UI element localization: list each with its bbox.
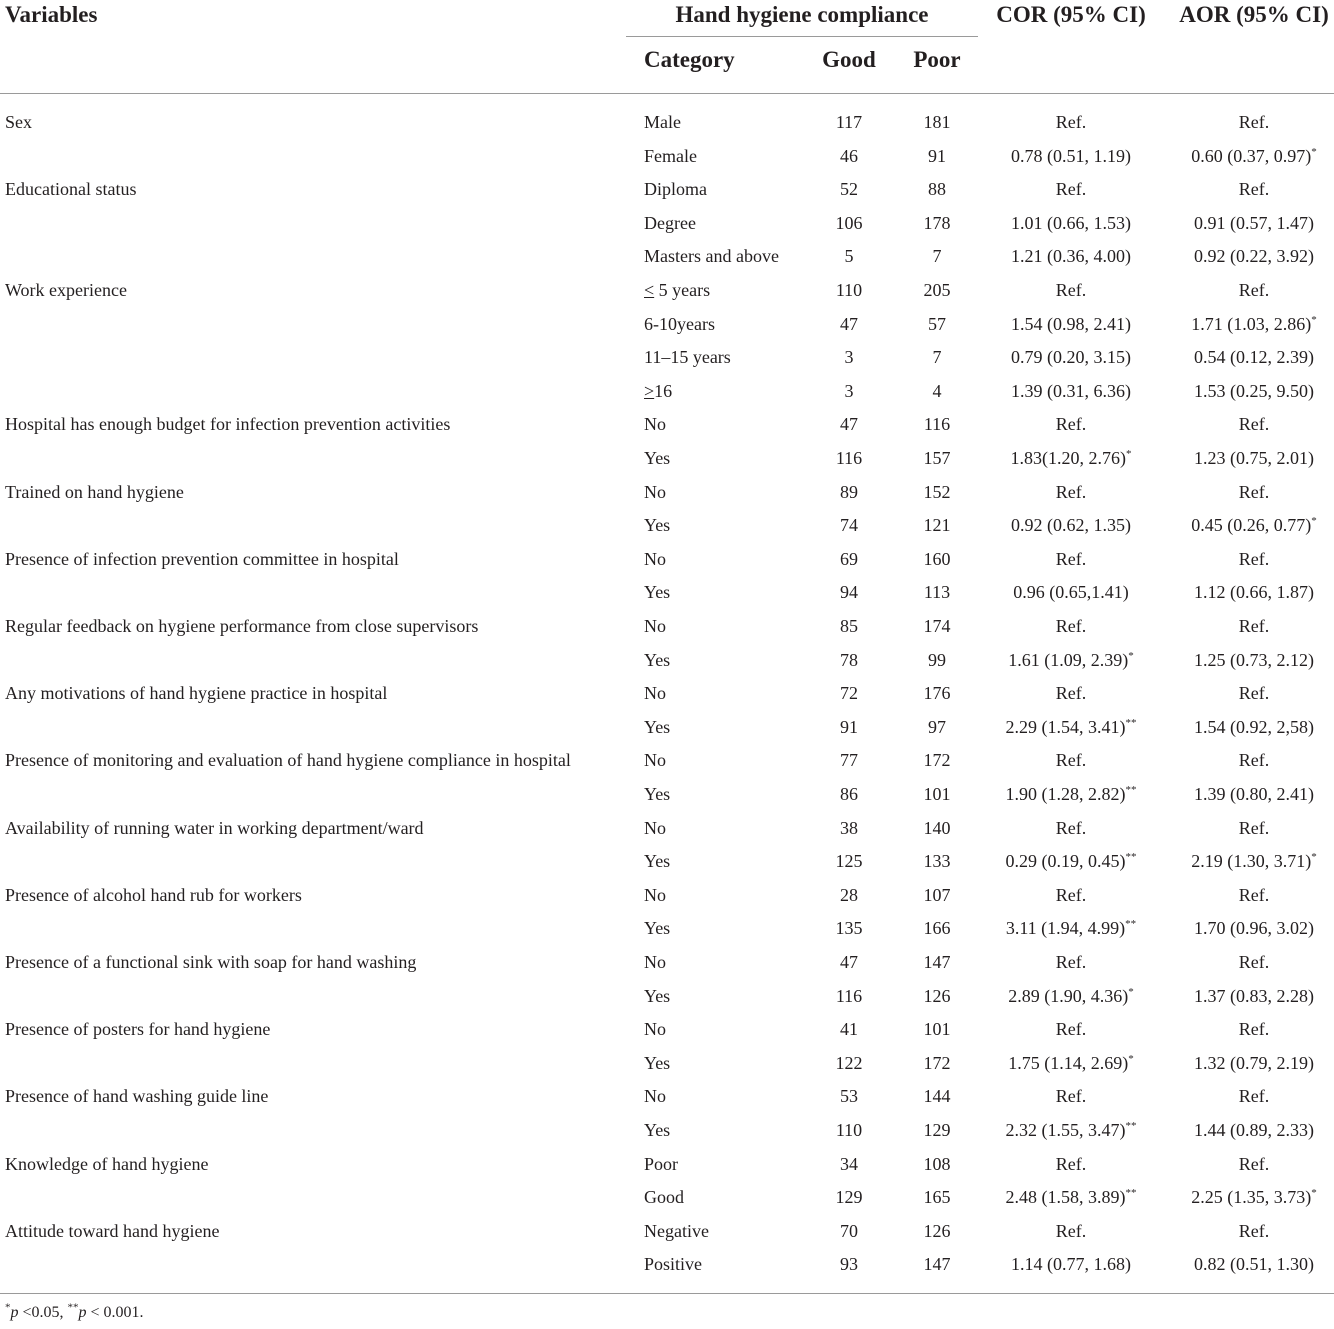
cell-cor: Ref.	[1055, 616, 1087, 636]
cell-category: Female	[644, 146, 697, 166]
cell-cor: 1.21 (0.36, 4.00)	[1011, 246, 1131, 266]
cell-good-count: 85	[840, 616, 858, 636]
cell-cor: 3.11 (1.94, 4.99)**	[1005, 918, 1137, 938]
cell-aor: 1.37 (0.83, 2.28)	[1194, 986, 1314, 1006]
cell-poor-count: 174	[923, 616, 951, 636]
cell-good-count: 129	[835, 1187, 863, 1207]
footnote-star-double: **	[67, 1301, 79, 1314]
cell-aor: 1.70 (0.96, 3.02)	[1194, 918, 1314, 938]
cell-category: Positive	[644, 1254, 703, 1274]
cell-variable: Work experience	[5, 280, 127, 300]
cell-cor: 2.89 (1.90, 4.36)*	[1008, 986, 1134, 1006]
cell-poor-count: 172	[923, 750, 951, 770]
footnote-star-single: *	[5, 1301, 11, 1314]
header-subrule	[626, 36, 978, 37]
cell-category: 11–15 years	[644, 347, 731, 367]
cell-good-count: 106	[835, 213, 863, 233]
cell-good-count: 72	[840, 683, 858, 703]
cell-category: Poor	[644, 1154, 679, 1174]
cell-good-count: 41	[840, 1019, 858, 1039]
cell-aor: 0.60 (0.37, 0.97)*	[1191, 146, 1317, 166]
cell-poor-count: 152	[923, 482, 951, 502]
cell-poor-count: 160	[923, 549, 951, 569]
cell-cor: Ref.	[1055, 112, 1087, 132]
cell-category: No	[644, 952, 666, 972]
cell-aor: Ref.	[1238, 1086, 1270, 1106]
cell-category: No	[644, 818, 666, 838]
cell-cor: 2.48 (1.58, 3.89)**	[1005, 1187, 1137, 1207]
cell-poor-count: 166	[923, 918, 951, 938]
cell-category: Yes	[644, 1120, 671, 1140]
cell-aor: 0.82 (0.51, 1.30)	[1194, 1254, 1314, 1274]
cell-poor-count: 176	[923, 683, 951, 703]
cell-cor: Ref.	[1055, 1019, 1087, 1039]
cell-aor: 0.45 (0.26, 0.77)*	[1191, 515, 1317, 535]
cell-category: Yes	[644, 448, 671, 468]
cell-category: No	[644, 750, 666, 770]
cell-variable: Presence of infection prevention committee in hospital	[5, 549, 399, 569]
cell-good-count: 86	[840, 784, 858, 804]
cell-aor: 1.25 (0.73, 2.12)	[1194, 650, 1314, 670]
cell-cor: 0.79 (0.20, 3.15)	[1011, 347, 1131, 367]
cell-category: No	[644, 885, 666, 905]
cell-cor: 0.92 (0.62, 1.35)	[1011, 515, 1131, 535]
cell-poor-count: 97	[928, 717, 946, 737]
cell-variable: Availability of running water in working department/ward	[5, 818, 424, 838]
cell-aor: 2.19 (1.30, 3.71)*	[1191, 851, 1317, 871]
cell-aor: Ref.	[1238, 112, 1270, 132]
cell-category: Yes	[644, 986, 671, 1006]
cell-good-count: 28	[840, 885, 858, 905]
cell-good-count: 47	[840, 414, 858, 434]
cell-poor-count: 165	[923, 1187, 951, 1207]
cell-variable: Presence of a functional sink with soap for hand washing	[5, 952, 417, 972]
cell-poor-count: 108	[923, 1154, 951, 1174]
cell-aor: Ref.	[1238, 1154, 1270, 1174]
cell-cor: 1.14 (0.77, 1.68)	[1011, 1254, 1131, 1274]
cell-poor-count: 126	[923, 1221, 951, 1241]
cell-poor-count: 140	[923, 818, 951, 838]
cell-aor: Ref.	[1238, 1221, 1270, 1241]
cell-category: Negative	[644, 1221, 709, 1241]
cell-good-count: 46	[840, 146, 858, 166]
cell-aor: 0.91 (0.57, 1.47)	[1194, 213, 1314, 233]
table-footnote	[5, 1303, 144, 1323]
cell-aor: 0.92 (0.22, 3.92)	[1194, 246, 1314, 266]
header-category: Category	[644, 47, 735, 72]
cell-poor-count: 121	[923, 515, 951, 535]
cell-aor: 1.44 (0.89, 2.33)	[1194, 1120, 1314, 1140]
cell-category: Yes	[644, 582, 671, 602]
cell-cor: Ref.	[1055, 414, 1087, 434]
header-bottom-rule	[0, 93, 1334, 94]
cell-category: Degree	[644, 213, 696, 233]
cell-cor: Ref.	[1055, 1221, 1087, 1241]
cell-good-count: 116	[835, 986, 863, 1006]
cell-poor-count: 91	[928, 146, 946, 166]
table-bottom-rule	[0, 1293, 1334, 1294]
cell-variable: Educational status	[5, 179, 137, 199]
cell-good-count: 3	[844, 381, 854, 401]
cell-category: < 5 years	[644, 280, 711, 300]
cell-cor: 2.29 (1.54, 3.41)**	[1005, 717, 1137, 737]
footnote-p-symbol: p	[78, 1304, 87, 1321]
footnote-threshold-1: <0.05,	[18, 1304, 68, 1321]
cell-cor: Ref.	[1055, 280, 1087, 300]
cell-aor: Ref.	[1238, 1019, 1270, 1039]
cell-category: >16	[644, 381, 673, 401]
cell-variable: Presence of monitoring and evaluation of hand hygiene compliance in hospital	[5, 750, 571, 770]
cell-cor: Ref.	[1055, 818, 1087, 838]
cell-good-count: 3	[844, 347, 854, 367]
cell-poor-count: 178	[923, 213, 951, 233]
cell-cor: 1.54 (0.98, 2.41)	[1011, 314, 1131, 334]
cell-cor: 1.90 (1.28, 2.82)**	[1005, 784, 1137, 804]
cell-good-count: 77	[840, 750, 858, 770]
cell-variable: Sex	[5, 112, 32, 132]
cell-category: No	[644, 482, 666, 502]
cell-variable: Regular feedback on hygiene performance from close supervisors	[5, 616, 479, 636]
cell-poor-count: 157	[923, 448, 951, 468]
cell-good-count: 69	[840, 549, 858, 569]
cell-aor: Ref.	[1238, 482, 1270, 502]
cell-category: No	[644, 1019, 666, 1039]
cell-good-count: 47	[840, 314, 858, 334]
cell-cor: Ref.	[1055, 1086, 1087, 1106]
cell-cor: Ref.	[1055, 179, 1087, 199]
cell-category: No	[644, 683, 666, 703]
cell-good-count: 34	[840, 1154, 858, 1174]
cell-aor: 1.12 (0.66, 1.87)	[1194, 582, 1314, 602]
cell-poor-count: 147	[923, 952, 951, 972]
cell-poor-count: 181	[923, 112, 951, 132]
cell-cor: 0.96 (0.65,1.41)	[1013, 582, 1129, 602]
cell-category: Good	[644, 1187, 684, 1207]
cell-good-count: 38	[840, 818, 858, 838]
cell-category: Masters and above	[644, 246, 779, 266]
cell-poor-count: 147	[923, 1254, 951, 1274]
cell-good-count: 110	[835, 280, 863, 300]
cell-category: Yes	[644, 1053, 671, 1073]
cell-cor: 0.78 (0.51, 1.19)	[1011, 146, 1131, 166]
cell-aor: 1.39 (0.80, 2.41)	[1194, 784, 1314, 804]
cell-good-count: 116	[835, 448, 863, 468]
cell-cor: 1.39 (0.31, 6.36)	[1011, 381, 1131, 401]
cell-poor-count: 7	[932, 347, 942, 367]
cell-good-count: 89	[840, 482, 858, 502]
cell-aor: 1.32 (0.79, 2.19)	[1194, 1053, 1314, 1073]
cell-variable: Attitude toward hand hygiene	[5, 1221, 220, 1241]
cell-aor: Ref.	[1238, 683, 1270, 703]
footnote-p-symbol: p	[10, 1304, 19, 1321]
cell-good-count: 125	[835, 851, 863, 871]
cell-cor: Ref.	[1055, 885, 1087, 905]
cell-cor: 2.32 (1.55, 3.47)**	[1005, 1120, 1137, 1140]
cell-good-count: 122	[835, 1053, 863, 1073]
cell-good-count: 93	[840, 1254, 858, 1274]
cell-poor-count: 172	[923, 1053, 951, 1073]
cell-category: No	[644, 616, 666, 636]
cell-aor: Ref.	[1238, 616, 1270, 636]
cell-cor: Ref.	[1055, 952, 1087, 972]
cell-good-count: 70	[840, 1221, 858, 1241]
cell-category: No	[644, 549, 666, 569]
header-variables: Variables	[5, 2, 98, 27]
cell-poor-count: 7	[932, 246, 942, 266]
header-aor: AOR (95% CI)	[1179, 2, 1329, 27]
cell-aor: Ref.	[1238, 952, 1270, 972]
cell-aor: Ref.	[1238, 414, 1270, 434]
cell-aor: 1.54 (0.92, 2,58)	[1194, 717, 1314, 737]
cell-good-count: 117	[835, 112, 863, 132]
cell-cor: Ref.	[1055, 1154, 1087, 1174]
cell-category: Yes	[644, 784, 671, 804]
cell-good-count: 91	[840, 717, 858, 737]
footnote-threshold-2: < 0.001.	[86, 1304, 144, 1321]
cell-cor: Ref.	[1055, 549, 1087, 569]
cell-poor-count: 144	[923, 1086, 951, 1106]
cell-category: Yes	[644, 717, 671, 737]
cell-category: 6-10years	[644, 314, 715, 334]
cell-poor-count: 101	[923, 1019, 951, 1039]
cell-good-count: 78	[840, 650, 858, 670]
cell-cor: Ref.	[1055, 683, 1087, 703]
cell-aor: Ref.	[1238, 885, 1270, 905]
cell-cor: 1.75 (1.14, 2.69)*	[1008, 1053, 1134, 1073]
cell-poor-count: 99	[928, 650, 946, 670]
cell-poor-count: 133	[923, 851, 951, 871]
cell-aor: Ref.	[1238, 750, 1270, 770]
cell-category: Yes	[644, 851, 671, 871]
cell-cor: 1.61 (1.09, 2.39)*	[1008, 650, 1134, 670]
cell-aor: 1.71 (1.03, 2.86)*	[1191, 314, 1317, 334]
cell-poor-count: 101	[923, 784, 951, 804]
cell-good-count: 74	[840, 515, 858, 535]
cell-variable: Presence of hand washing guide line	[5, 1086, 269, 1106]
header-hand-hygiene-compliance: Hand hygiene compliance	[675, 2, 929, 27]
cell-variable: Any motivations of hand hygiene practice in hospital	[5, 683, 388, 703]
cell-aor: Ref.	[1238, 549, 1270, 569]
cell-aor: Ref.	[1238, 179, 1270, 199]
cell-cor: 0.29 (0.19, 0.45)**	[1005, 851, 1137, 871]
cell-good-count: 5	[844, 246, 854, 266]
cell-poor-count: 126	[923, 986, 951, 1006]
cell-category: Yes	[644, 515, 671, 535]
cell-poor-count: 113	[923, 582, 951, 602]
cell-category: No	[644, 1086, 666, 1106]
cell-good-count: 135	[835, 918, 863, 938]
cell-aor: 2.25 (1.35, 3.73)*	[1191, 1187, 1317, 1207]
cell-aor: Ref.	[1238, 280, 1270, 300]
cell-poor-count: 107	[923, 885, 951, 905]
cell-cor: Ref.	[1055, 482, 1087, 502]
cell-category: Yes	[644, 918, 671, 938]
cell-category: Yes	[644, 650, 671, 670]
cell-variable: Trained on hand hygiene	[5, 482, 184, 502]
header-cor: COR (95% CI)	[996, 2, 1146, 27]
cell-variable: Knowledge of hand hygiene	[5, 1154, 209, 1174]
cell-good-count: 52	[840, 179, 858, 199]
cell-poor-count: 57	[928, 314, 946, 334]
cell-good-count: 53	[840, 1086, 858, 1106]
cell-category: No	[644, 414, 666, 434]
cell-aor: 0.54 (0.12, 2.39)	[1194, 347, 1314, 367]
cell-good-count: 110	[835, 1120, 863, 1140]
cell-category: Diploma	[644, 179, 707, 199]
cell-variable: Presence of alcohol hand rub for workers	[5, 885, 302, 905]
cell-variable: Hospital has enough budget for infection prevention activities	[5, 414, 451, 434]
cell-cor: 1.01 (0.66, 1.53)	[1011, 213, 1131, 233]
cell-aor: 1.23 (0.75, 2.01)	[1194, 448, 1314, 468]
cell-cor: 1.83(1.20, 2.76)*	[1010, 448, 1132, 468]
cell-poor-count: 4	[932, 381, 942, 401]
cell-poor-count: 205	[923, 280, 951, 300]
cell-poor-count: 129	[923, 1120, 951, 1140]
cell-aor: Ref.	[1238, 818, 1270, 838]
cell-category: Male	[644, 112, 681, 132]
cell-good-count: 47	[840, 952, 858, 972]
header-good: Good	[822, 47, 876, 72]
cell-poor-count: 88	[928, 179, 946, 199]
cell-poor-count: 116	[923, 414, 951, 434]
cell-variable: Presence of posters for hand hygiene	[5, 1019, 271, 1039]
header-poor: Poor	[913, 47, 961, 72]
cell-good-count: 94	[840, 582, 858, 602]
cell-aor: 1.53 (0.25, 9.50)	[1194, 381, 1314, 401]
cell-cor: Ref.	[1055, 750, 1087, 770]
